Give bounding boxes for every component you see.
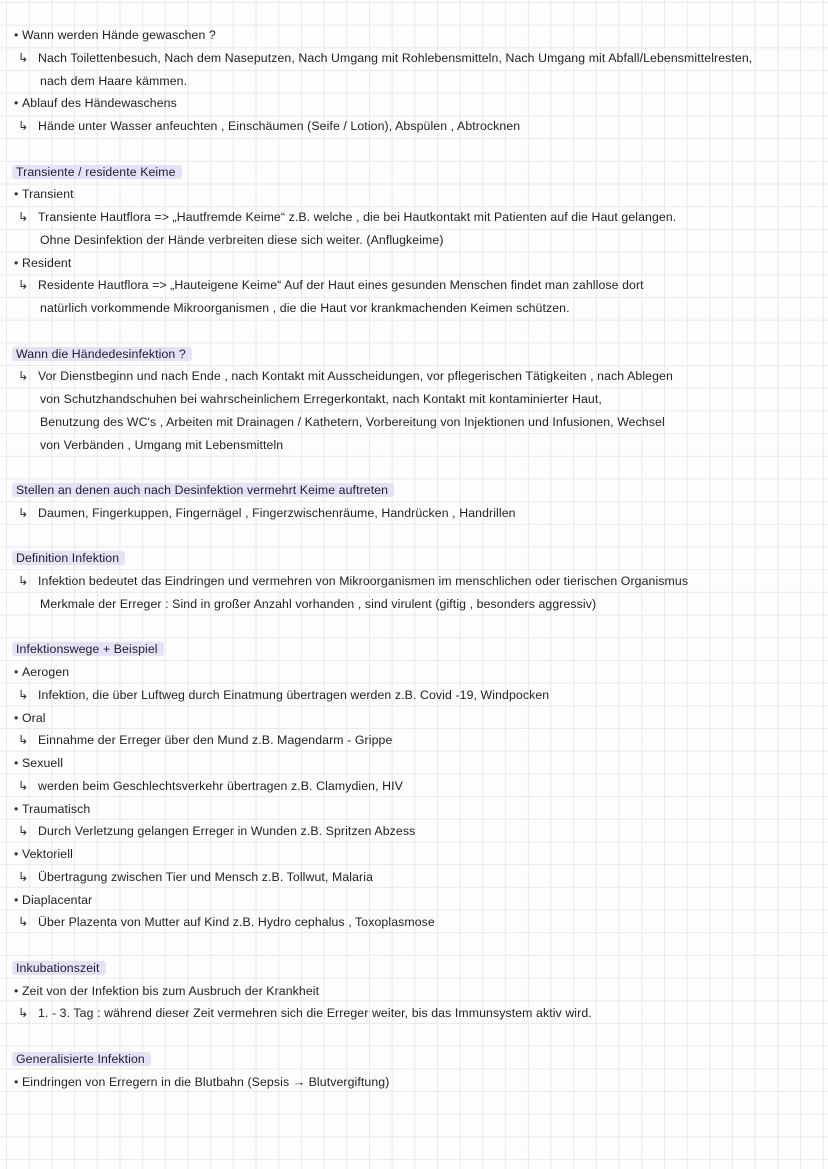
arrow-icon: ↳ (18, 210, 29, 224)
line-text: Infektion bedeutet das Eindringen und vermehren von Mikroorganismen im menschlichen oder tierischen Organismus (38, 574, 689, 588)
note-section (0, 547, 828, 615)
line-text: Benutzung des WC's , Arbeiten mit Drainagen / Kathetern, Vorbereitung von Injektionen und Infusionen, Wechsel (40, 414, 665, 429)
arrow-icon: ↳ (18, 50, 29, 65)
note-section (0, 343, 828, 457)
arrow-icon: ↳ (18, 278, 29, 293)
note-line (0, 775, 828, 798)
note-line (0, 820, 828, 843)
line-text: Transiente Hautflora => „Hautfremde Keime“ z.B. welche , die bei Hautkontakt mit Patienten auf die Haut gelangen. (38, 210, 677, 224)
note-line (0, 1071, 828, 1094)
note-line (0, 115, 828, 138)
note-line (0, 70, 828, 93)
line-text: Sexuell (22, 756, 64, 770)
arrow-icon: ↳ (18, 869, 29, 884)
bullet-icon: • (14, 756, 19, 770)
note-line (0, 411, 828, 434)
note-line (0, 570, 828, 593)
heading-text: Stellen an denen auch nach Desinfektion vermehrt Keime auftreten (12, 483, 394, 497)
bullet-icon: • (14, 96, 19, 111)
note-line (0, 593, 828, 616)
note-line (0, 434, 828, 457)
note-line (0, 889, 828, 912)
blank-line (0, 320, 828, 343)
section-heading (0, 547, 828, 570)
line-text: 1. - 3. Tag : während dieser Zeit vermehren sich die Erreger weiter, bis das Immunsystem aktiv wird. (38, 1006, 592, 1021)
note-line (0, 47, 828, 70)
line-text: Vektoriell (22, 847, 73, 861)
note-line (0, 843, 828, 866)
section-heading (0, 957, 828, 980)
note-line (0, 274, 828, 297)
heading-text: Inkubationszeit (12, 961, 106, 975)
line-text: Residente Hautflora => „Hauteigene Keime“ Auf der Haut eines gesunden Menschen findet man zahllose dort (38, 278, 644, 293)
heading-text: Generalisierte Infektion (12, 1052, 151, 1066)
note-line (0, 707, 828, 730)
bullet-icon: • (14, 847, 19, 861)
arrow-icon: ↳ (18, 778, 29, 793)
arrow-icon: ↳ (18, 824, 29, 839)
arrow-icon: ↳ (18, 733, 29, 748)
line-text: Nach Toilettenbesuch, Nach dem Naseputzen, Nach Umgang mit Rohlebensmitteln, Nach Umgang mit Abfall/Lebensmittelresten, (38, 50, 753, 65)
note-line (0, 502, 828, 525)
line-text: Vor Dienstbeginn und nach Ende , nach Kontakt mit Ausscheidungen, vor pflegerischen Tätigkeiten , nach Ablegen (38, 369, 673, 384)
line-text: Daumen, Fingerkuppen, Fingernägel , Fingerzwischenräume, Handrücken , Handrillen (38, 505, 516, 520)
arrow-icon: ↳ (18, 1006, 29, 1021)
line-text: von Schutzhandschuhen bei wahrscheinlichem Erregerkontakt, nach Kontakt mit kontaminierter Haut, (40, 392, 602, 406)
section-heading (0, 1048, 828, 1071)
heading-text: Infektionswege + Beispiel (12, 642, 164, 656)
line-text: von Verbänden , Umgang mit Lebensmitteln (40, 437, 284, 452)
line-text: Ohne Desinfektion der Hände verbreiten diese sich weiter. (Anflugkeime) (40, 232, 444, 247)
line-text: Traumatisch (22, 801, 91, 816)
note-section (0, 479, 828, 525)
blank-line (0, 138, 828, 161)
line-text: Merkmale der Erreger : Sind in großer Anzahl vorhanden , sind virulent (giftig , besonders aggressiv) (40, 596, 597, 611)
note-section (0, 161, 828, 320)
note-section (0, 957, 828, 1025)
note-line (0, 798, 828, 821)
line-text: Hände unter Wasser anfeuchten , Einschäumen (Seife / Lotion), Abspülen , Abtrocknen (38, 119, 521, 133)
line-text: Infektion, die über Luftweg durch Einatmung übertragen werden z.B. Covid -19, Windpocken (38, 687, 550, 702)
arrow-icon: ↳ (18, 574, 29, 588)
line-text: Oral (22, 710, 46, 725)
blank-line (0, 616, 828, 639)
note-line (0, 92, 828, 115)
line-text: Diaplacentar (22, 892, 93, 907)
line-text: Übertragung zwischen Tier und Mensch z.B. Tollwut, Malaria (38, 869, 374, 884)
line-text: Aerogen (22, 665, 70, 679)
bullet-icon: • (14, 710, 19, 725)
note-line (0, 980, 828, 1003)
line-text: Durch Verletzung gelangen Erreger in Wunden z.B. Spritzen Abzess (38, 824, 416, 839)
note-section (0, 1048, 828, 1094)
arrow-icon: ↳ (18, 505, 29, 520)
line-text: Ablauf des Händewaschens (22, 96, 177, 111)
line-text: natürlich vorkommende Mikroorganismen , die die Haut vor krankmachenden Keimen schützen. (40, 301, 570, 315)
section-heading (0, 638, 828, 661)
bullet-icon: • (14, 983, 19, 998)
line-text: werden beim Geschlechtsverkehr übertragen z.B. Clamydien, HIV (38, 778, 403, 793)
note-line (0, 684, 828, 707)
section-heading (0, 479, 828, 502)
note-line (0, 229, 828, 252)
note-line (0, 729, 828, 752)
heading-text: Definition Infektion (12, 551, 125, 565)
note-line (0, 388, 828, 411)
note-line (0, 24, 828, 47)
line-text: Wann werden Hände gewaschen ? (22, 28, 216, 42)
arrow-icon: ↳ (18, 687, 29, 702)
blank-line (0, 1025, 828, 1048)
note-line (0, 752, 828, 775)
note-line (0, 1002, 828, 1025)
heading-text: Wann die Händedesinfektion ? (12, 347, 192, 361)
arrow-icon: ↳ (18, 119, 29, 133)
arrow-icon: ↳ (18, 369, 29, 384)
section-heading (0, 343, 828, 366)
arrow-icon: ↳ (18, 915, 29, 930)
bullet-icon: • (14, 665, 19, 679)
line-text: Eindringen von Erregern in die Blutbahn (Sepsis → Blutvergiftung) (22, 1074, 390, 1089)
note-line (0, 183, 828, 206)
line-text: Transient (22, 187, 74, 202)
note-line (0, 866, 828, 889)
notes-page (0, 24, 828, 1093)
bullet-icon: • (14, 187, 19, 202)
note-line (0, 297, 828, 320)
blank-line (0, 525, 828, 548)
note-line (0, 911, 828, 934)
note-line (0, 206, 828, 229)
blank-line (0, 934, 828, 957)
heading-text: Transiente / residente Keime (12, 165, 182, 179)
note-line (0, 365, 828, 388)
blank-line (0, 456, 828, 479)
note-section (0, 24, 828, 138)
note-line (0, 661, 828, 684)
note-line (0, 252, 828, 275)
bullet-icon: • (14, 255, 19, 270)
section-heading (0, 161, 828, 184)
bullet-icon: • (14, 28, 19, 42)
bullet-icon: • (14, 801, 19, 816)
line-text: nach dem Haare kämmen. (40, 73, 188, 88)
bullet-icon: • (14, 892, 19, 907)
note-section (0, 638, 828, 934)
line-text: Über Plazenta von Mutter auf Kind z.B. Hydro cephalus , Toxoplasmose (38, 915, 435, 930)
line-text: Zeit von der Infektion bis zum Ausbruch der Krankheit (22, 983, 320, 998)
bullet-icon: • (14, 1074, 19, 1089)
line-text: Resident (22, 255, 72, 270)
line-text: Einnahme der Erreger über den Mund z.B. Magendarm - Grippe (38, 733, 393, 748)
